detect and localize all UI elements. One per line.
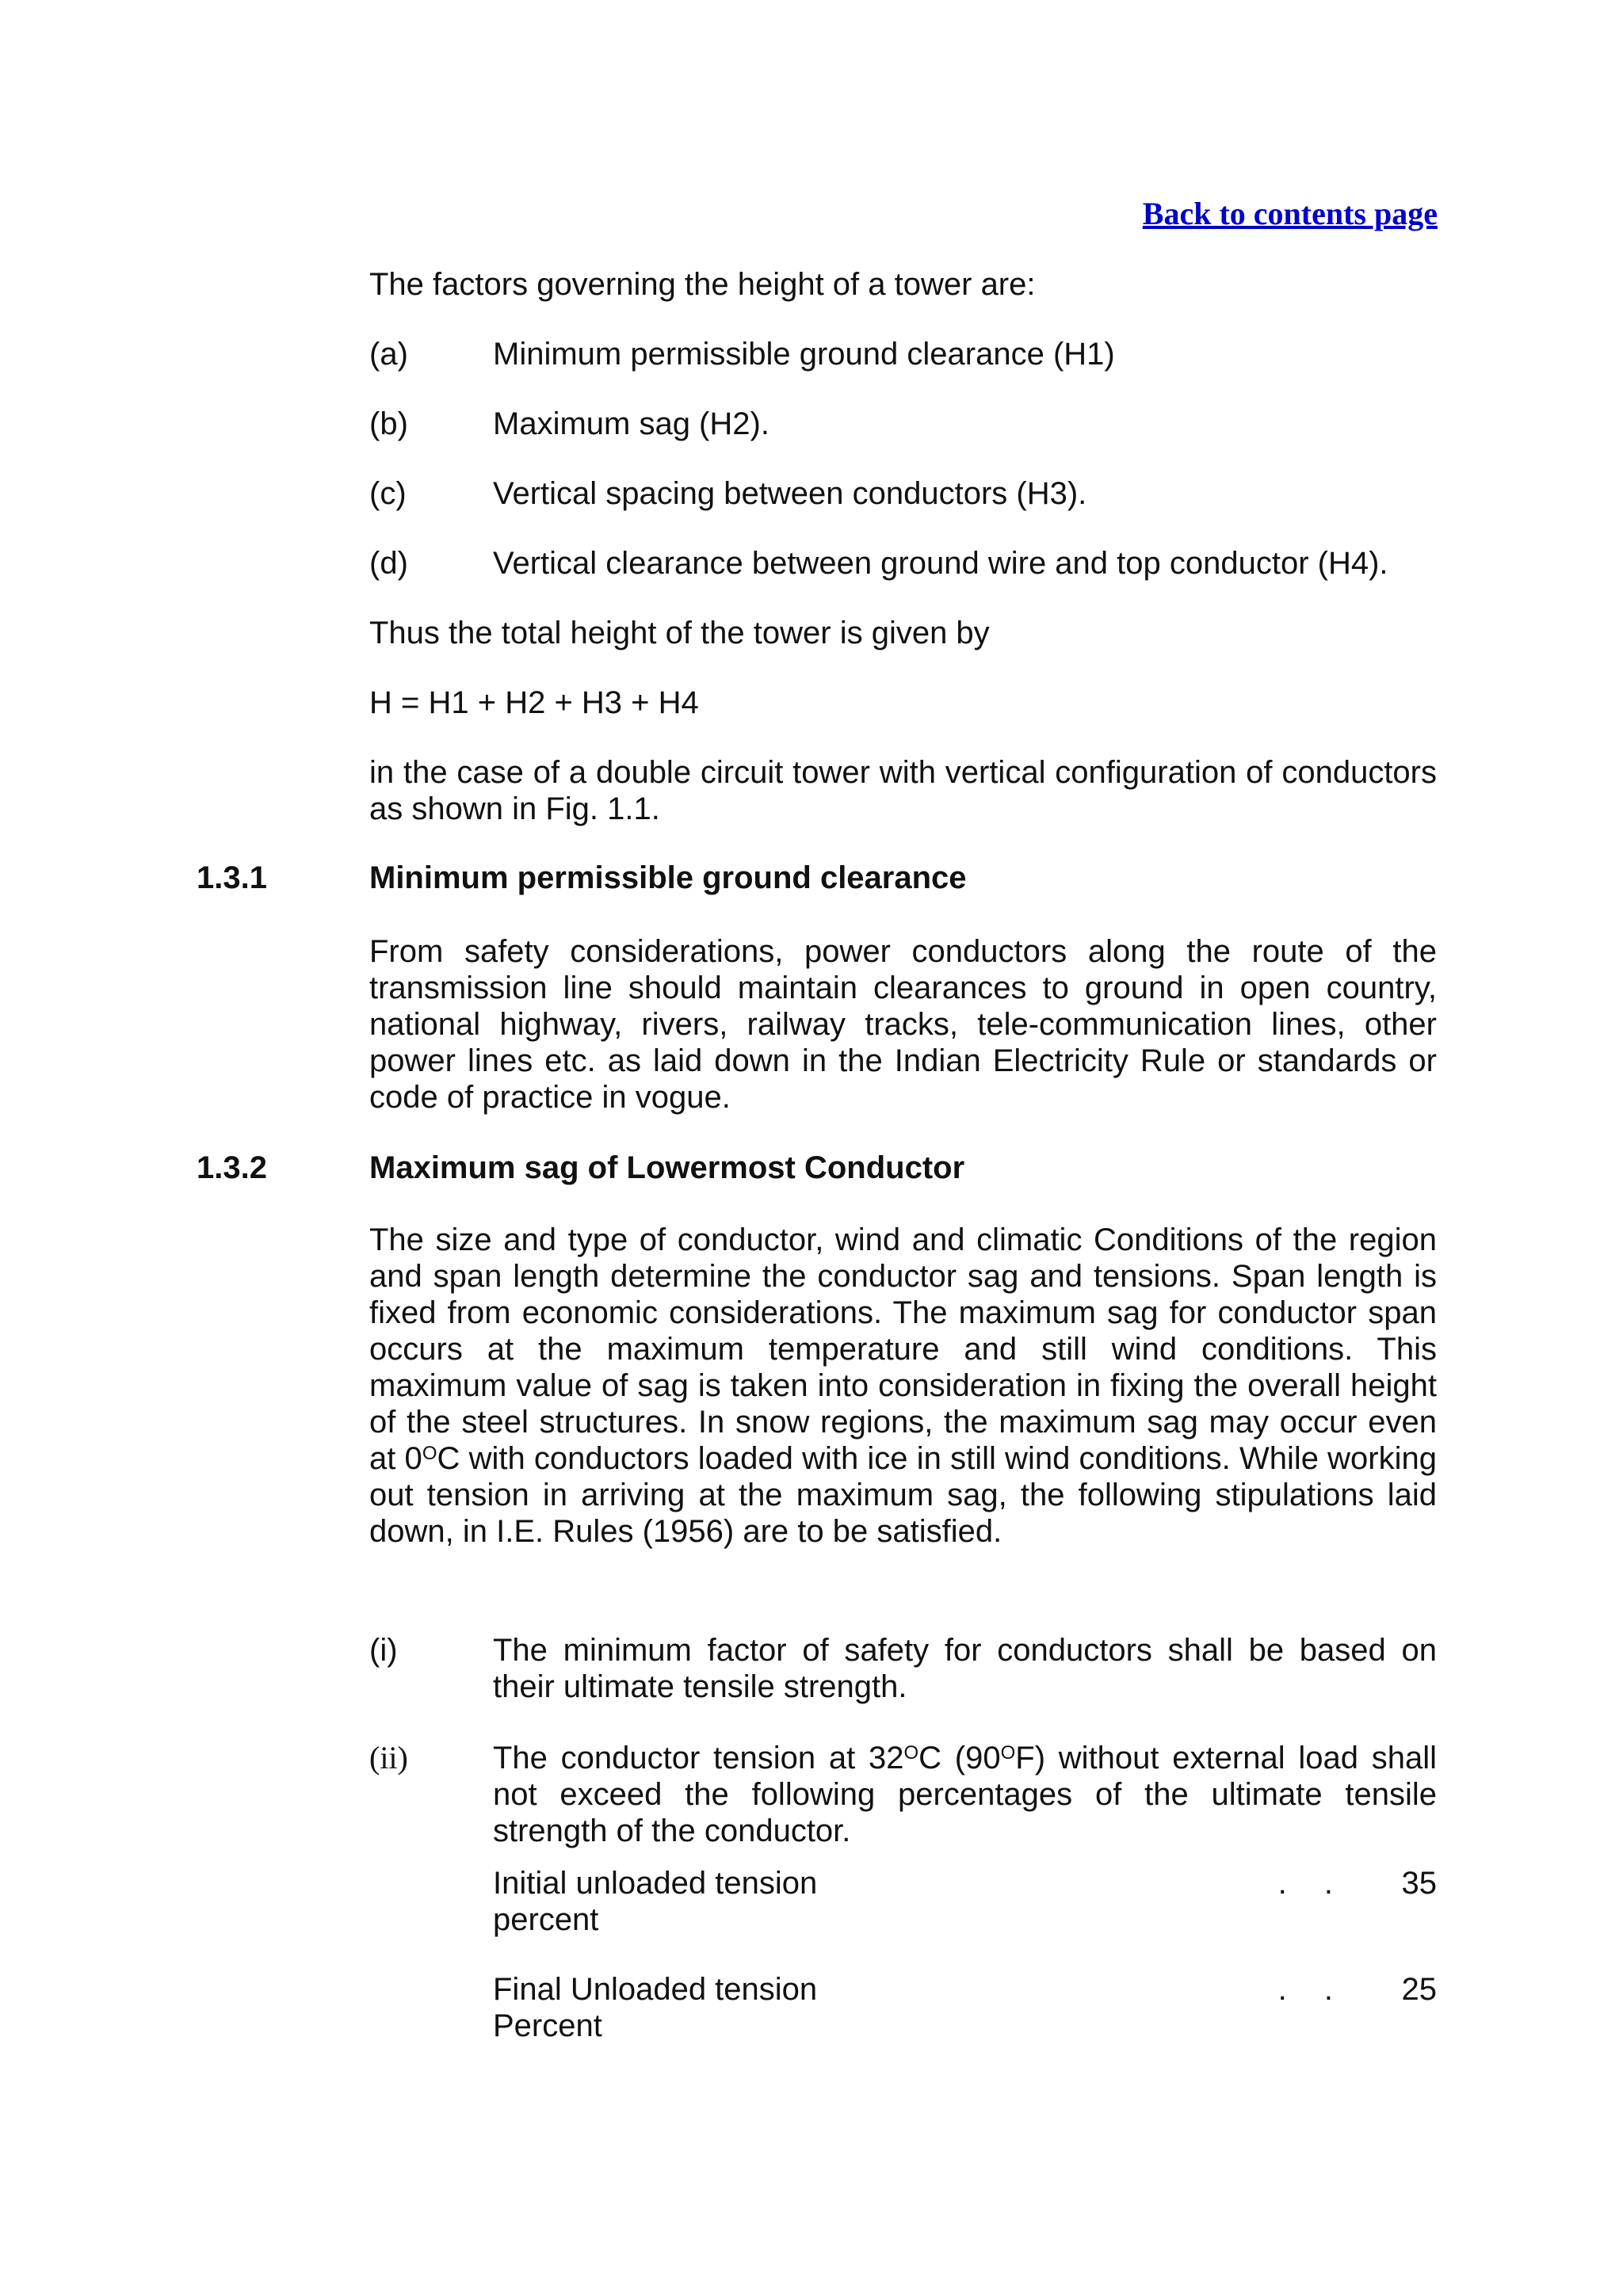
section-title: Minimum permissible ground clearance — [369, 860, 967, 895]
factor-text: Vertical spacing between conductors (H3). — [493, 476, 1087, 511]
leader-dots: . . — [1277, 1866, 1347, 1901]
leader-dots: . . — [1277, 1972, 1347, 2007]
factor-text: Minimum permissible ground clearance (H1) — [493, 337, 1115, 372]
factor-marker: (b) — [369, 406, 408, 441]
degree-superscript: O — [1000, 1742, 1016, 1764]
tension-value: 35 — [1401, 1866, 1437, 1901]
max-sag-text-part1: The size and type of conductor, wind and climatic Conditions of the region and span length determine the conductor sag and tensions. Span length is fixed from economic considerations. The maximum sag for conductor span occurs at the maximum temperature and still wind conditions. This maximum value of sag is taken into consideration in fixing the overall height of the steel structures. In snow regions, the maximum sag may occur even at 0 — [369, 1222, 1437, 1476]
stipulation-text-part: C (90 — [918, 1741, 1001, 1775]
ground-clearance-paragraph: From safety considerations, power conductors along the route of the transmission line should maintain clearances to ground in open country, national highway, rivers, railway tracks, tele-communication lines, other power lines etc. as laid down in the Indian Electricity Rule or standards or code of practice in vogue. — [369, 934, 1437, 1115]
stipulation-marker: (i) — [369, 1633, 398, 1668]
degree-superscript: O — [903, 1742, 919, 1764]
max-sag-paragraph — [369, 1222, 1437, 1550]
degree-superscript: O — [422, 1443, 437, 1464]
height-formula: H = H1 + H2 + H3 + H4 — [369, 685, 699, 720]
stipulation-text-part: The conductor tension at 32 — [493, 1741, 904, 1775]
factor-marker: (d) — [369, 546, 408, 581]
factor-marker: (c) — [369, 476, 407, 511]
stipulation-text — [493, 1740, 1437, 1849]
tension-label: Final Unloaded tension Percent — [493, 1972, 818, 2043]
intro-lead: The factors governing the height of a tower are: — [369, 267, 1036, 302]
stipulation-text-part: F) without external load shall not exceed the following percentages of the ultimate tensile strength of the conductor. — [493, 1741, 1438, 1848]
tension-label: Initial unloaded tension percent — [493, 1866, 818, 1937]
configuration-note: in the case of a double circuit tower with vertical configuration of conductors as shown in Fig. 1.1. — [369, 755, 1437, 826]
stipulation-marker: (ii) — [369, 1740, 408, 1775]
back-to-contents-link[interactable]: Back to contents page — [1142, 196, 1438, 231]
tension-value: 25 — [1401, 1972, 1437, 2007]
section-number: 1.3.2 — [197, 1150, 267, 1185]
max-sag-text-part2: C with conductors loaded with ice in still wind conditions. While working out tension in arriving at the maximum sag, the following stipulations laid down, in I.E. Rules (1956) are to be satisfied. — [369, 1441, 1437, 1549]
stipulation-text: The minimum factor of safety for conductors shall be based on their ultimate tensile strength. — [493, 1633, 1437, 1704]
factor-text: Maximum sag (H2). — [493, 406, 769, 441]
factor-marker: (a) — [369, 337, 408, 372]
factor-text: Vertical clearance between ground wire and top conductor (H4). — [493, 546, 1388, 581]
section-number: 1.3.1 — [197, 860, 267, 895]
total-height-text: Thus the total height of the tower is given by — [369, 616, 990, 650]
section-title: Maximum sag of Lowermost Conductor — [369, 1150, 965, 1185]
